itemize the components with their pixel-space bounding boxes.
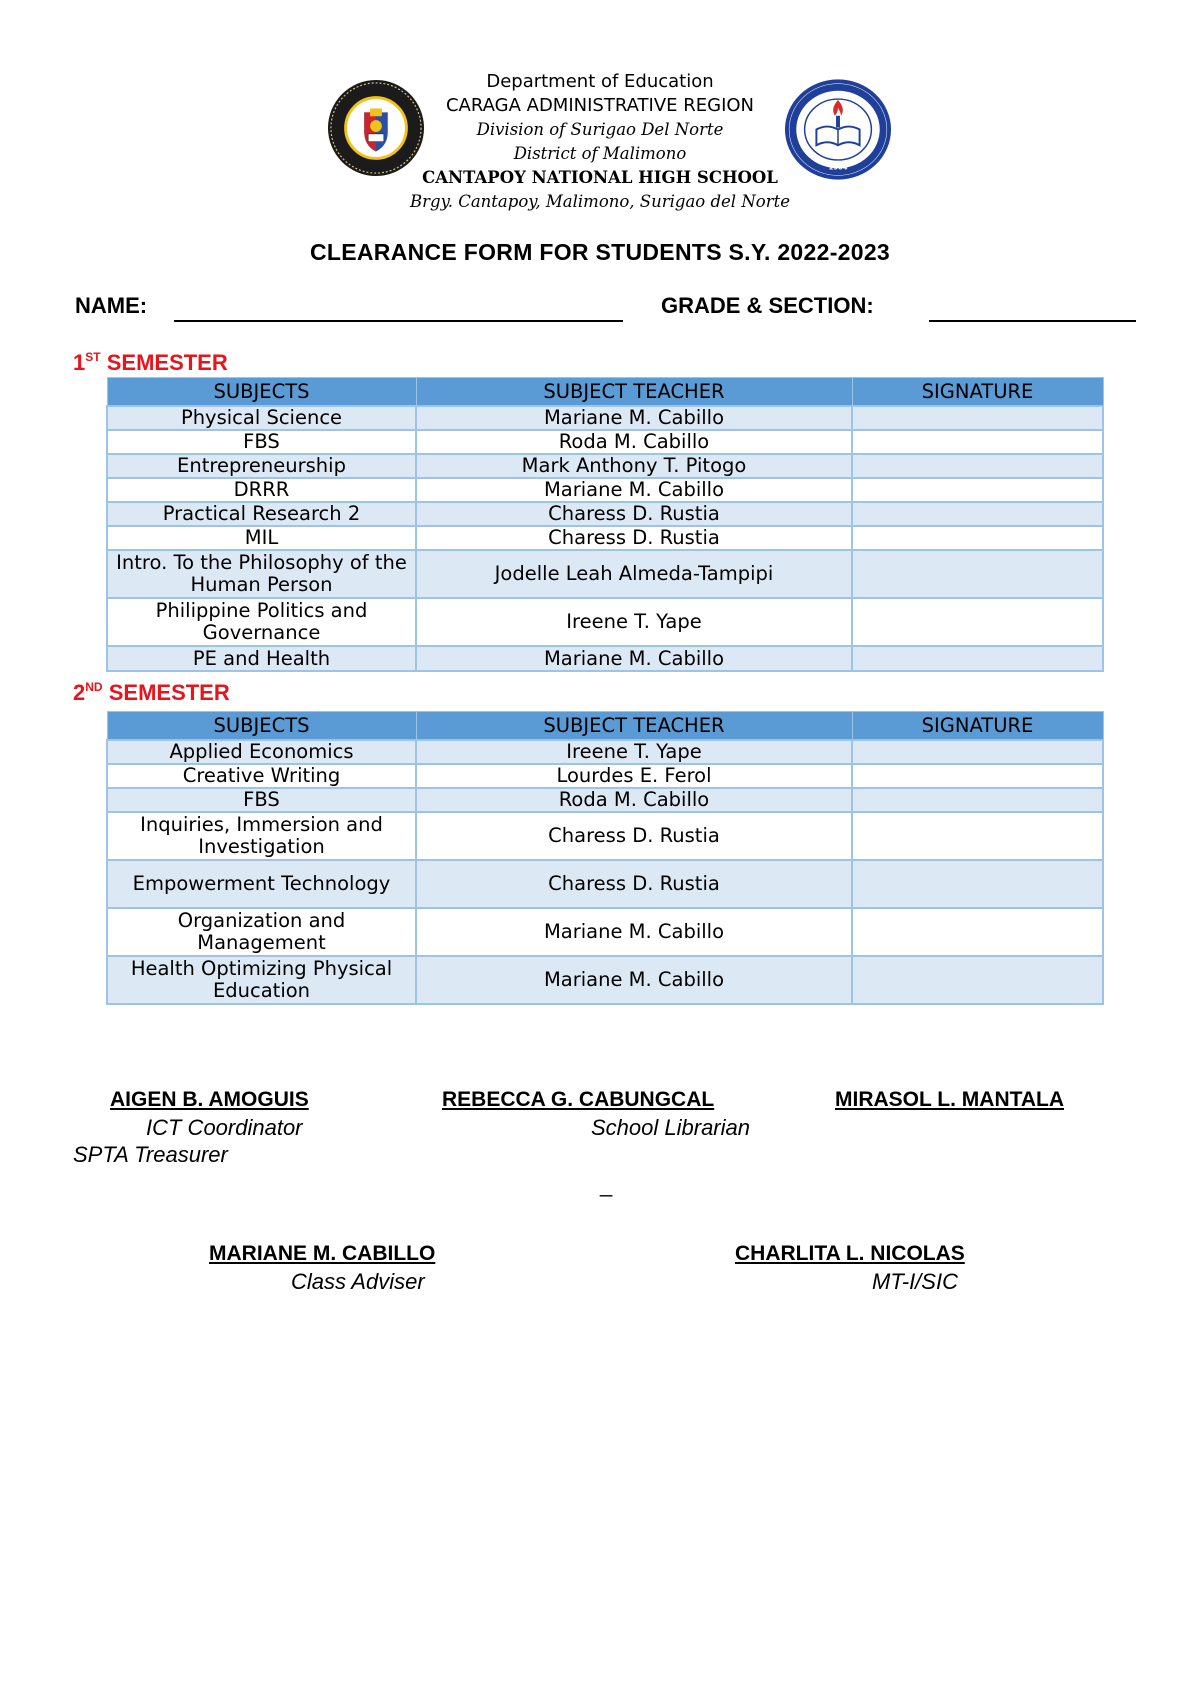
table-row [107,550,1103,598]
signatory-5-name: CHARLITA L. NICOLAS [735,1242,965,1265]
signatory-1-name: AIGEN B. AMOGUIS [110,1088,309,1111]
seal-year: 1964 [828,163,848,172]
teacher-cell: Roda M. Cabillo [416,788,852,812]
semester-1-title [73,350,228,376]
signatory-2-name: REBECCA G. CABUNGCAL [442,1088,715,1111]
signature-cell[interactable] [852,478,1103,502]
signature-cell[interactable] [852,812,1103,860]
table-row [107,478,1103,502]
signatory-5-role: MT-I/SIC [872,1269,958,1294]
column-header-signature: SIGNATURE [852,712,1103,741]
semester-1-label: SEMESTER [106,350,228,375]
region-line [0,95,1200,116]
signature-cell[interactable] [852,406,1103,430]
subject-cell: Inquiries, Immersion and Investigation [107,812,416,860]
subject-cell: DRRR [107,478,416,502]
subject-cell: Applied Economics [107,740,416,764]
teacher-cell: Roda M. Cabillo [416,430,852,454]
teacher-cell: Jodelle Leah Almeda-Tampipi [416,550,852,598]
signatory-3-role: SPTA Treasurer [73,1142,228,1167]
signature-cell[interactable] [852,502,1103,526]
semester-1-num: 1 [73,350,86,375]
subject-cell: Physical Science [107,406,416,430]
district-line [0,144,1200,163]
division-text: Division of Surigao Del Norte [476,120,724,139]
column-header-teacher: SUBJECT TEACHER [416,712,852,741]
school-seal-icon [784,78,892,181]
signatory-1-role: ICT Coordinator [146,1115,303,1140]
semester-2-table [106,711,1104,1005]
school-name-line [0,168,1200,187]
signatory-2-role: School Librarian [591,1115,750,1140]
subject-cell: Organization and Management [107,908,416,956]
teacher-cell: Mariane M. Cabillo [416,908,852,956]
signature-cell[interactable] [852,860,1103,908]
name-label: NAME: [75,293,148,318]
signatory-4-role: Class Adviser [291,1269,425,1294]
teacher-cell: Charess D. Rustia [416,502,852,526]
table-header-row [107,712,1103,741]
teacher-cell: Mariane M. Cabillo [416,646,852,671]
semester-1-table [106,377,1104,672]
table-row [107,860,1103,908]
teacher-cell: Charess D. Rustia [416,860,852,908]
subject-cell: Entrepreneurship [107,454,416,478]
address-text: Brgy. Cantapoy, Malimono, Surigao del Norte [410,192,790,211]
subject-cell: Philippine Politics and Governance [107,598,416,646]
signature-cell[interactable] [852,788,1103,812]
teacher-cell: Mariane M. Cabillo [416,406,852,430]
name-field[interactable] [174,320,623,322]
semester-2-num: 2 [73,680,86,705]
subject-cell: Intro. To the Philosophy of the Human Person [107,550,416,598]
signature-cell[interactable] [852,908,1103,956]
subject-cell: MIL [107,526,416,550]
table-row [107,598,1103,646]
region-text: CARAGA ADMINISTRATIVE REGION [445,95,755,116]
signature-cell[interactable] [852,740,1103,764]
table-row [107,764,1103,788]
signature-cell[interactable] [852,646,1103,671]
table-row [107,812,1103,860]
subject-cell: FBS [107,788,416,812]
signature-cell[interactable] [852,550,1103,598]
grade-section-field[interactable] [929,320,1136,322]
semester-2-title [73,680,230,706]
dash-mark: _ [600,1172,613,1197]
teacher-cell: Mark Anthony T. Pitogo [416,454,852,478]
teacher-cell: Lourdes E. Ferol [416,764,852,788]
table-row [107,908,1103,956]
subject-cell: PE and Health [107,646,416,671]
address-line [0,192,1200,211]
teacher-cell: Mariane M. Cabillo [416,956,852,1004]
subject-cell: Creative Writing [107,764,416,788]
teacher-cell: Charess D. Rustia [416,526,852,550]
signature-cell[interactable] [852,956,1103,1004]
subject-cell: Practical Research 2 [107,502,416,526]
column-header-subjects: SUBJECTS [107,378,416,407]
semester-1-sup: ST [85,350,101,364]
signature-cell[interactable] [852,430,1103,454]
table-row [107,646,1103,671]
teacher-cell: Ireene T. Yape [416,740,852,764]
table-row [107,406,1103,430]
signature-cell[interactable] [852,526,1103,550]
column-header-subjects: SUBJECTS [107,712,416,741]
table-row [107,740,1103,764]
subject-cell: Health Optimizing Physical Education [107,956,416,1004]
school-name-text: CANTAPOY NATIONAL HIGH SCHOOL [422,168,778,187]
signature-cell[interactable] [852,764,1103,788]
table-row [107,956,1103,1004]
table-row [107,454,1103,478]
department-line [0,71,1200,92]
table-row [107,526,1103,550]
teacher-cell: Ireene T. Yape [416,598,852,646]
table-header-row [107,378,1103,407]
signatory-3-name: MIRASOL L. MANTALA [835,1088,1065,1111]
column-header-signature: SIGNATURE [852,378,1103,407]
division-line [0,120,1200,139]
column-header-teacher: SUBJECT TEACHER [416,378,852,407]
table-row [107,788,1103,812]
signatory-4-name: MARIANE M. CABILLO [209,1242,436,1265]
district-text: District of Malimono [513,144,687,163]
teacher-cell: Charess D. Rustia [416,812,852,860]
subject-cell: Empowerment Technology [107,860,416,908]
grade-section-label: GRADE & SECTION: [661,293,874,318]
department-text: Department of Education [486,71,714,92]
subject-cell: FBS [107,430,416,454]
semester-2-label: SEMESTER [108,680,230,705]
form-title: CLEARANCE FORM FOR STUDENTS S.Y. 2022-2023 [309,239,891,265]
semester-2-sup: ND [85,680,103,694]
table-row [107,502,1103,526]
teacher-cell: Mariane M. Cabillo [416,478,852,502]
signature-cell[interactable] [852,454,1103,478]
table-row [107,430,1103,454]
signature-cell[interactable] [852,598,1103,646]
deped-seal-icon [327,79,425,177]
